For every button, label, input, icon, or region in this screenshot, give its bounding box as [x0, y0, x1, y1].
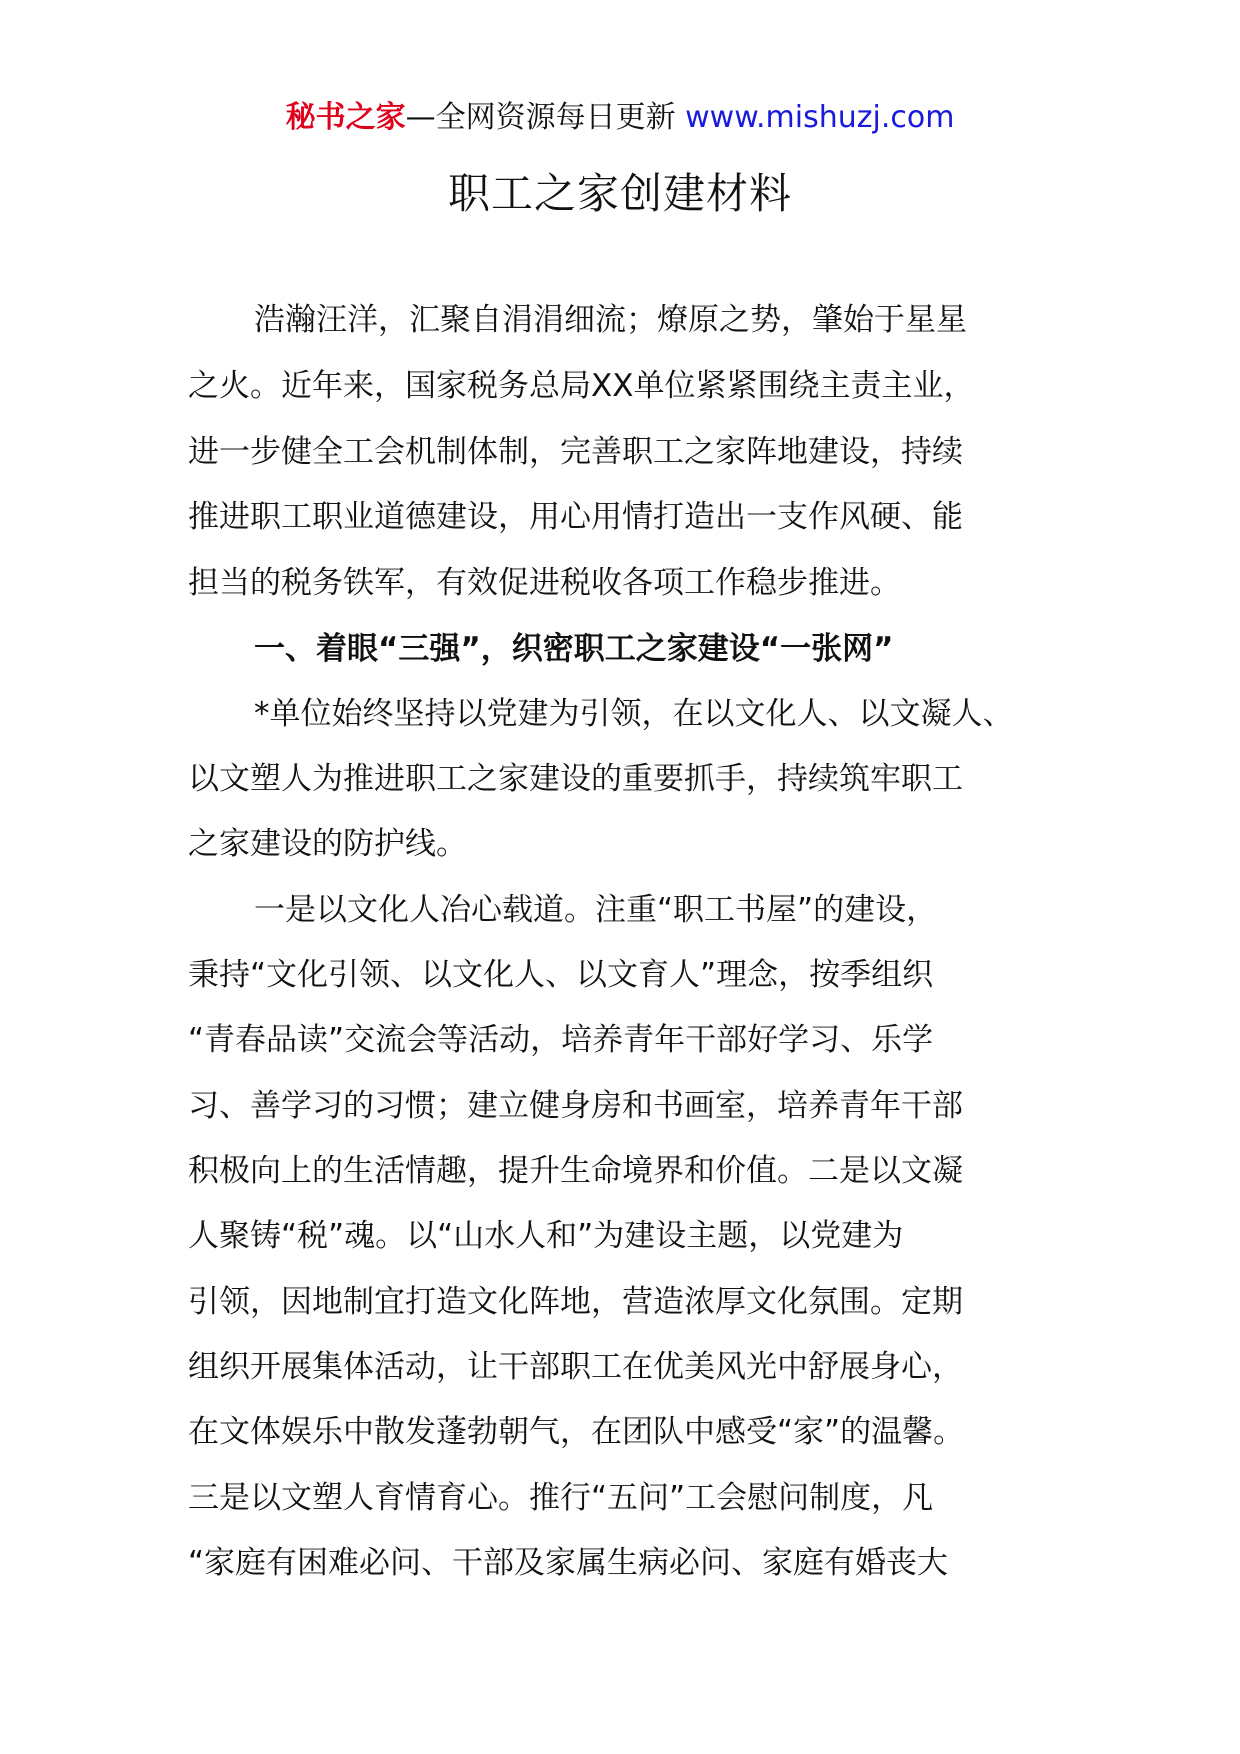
body-line: 之家建设的防护线。	[188, 826, 467, 862]
body-line: 积极向上的生活情趣，提升生命境界和价值。二是以文凝	[188, 1153, 963, 1189]
site-url-link[interactable]: www.mishuzj.com	[685, 100, 955, 135]
body-line: *单位始终坚持以党建为引领，在以文化人、以文凝人、	[254, 696, 1014, 732]
body-line: 担当的税务铁军，有效促进税收各项工作稳步推进。	[188, 565, 901, 601]
body-line: 三是以文塑人育情育心。推行“五问”工会慰问制度，凡	[188, 1480, 934, 1516]
document-title: 职工之家创建材料	[447, 169, 792, 218]
section-heading: 一、着眼“三强”，织密职工之家建设“一张网”	[254, 631, 894, 667]
body-line: 引领，因地制宜打造文化阵地，营造浓厚文化氛围。定期	[188, 1284, 963, 1320]
body-line: 人聚铸“税”魂。以“山水人和”为建设主题，以党建为	[188, 1218, 904, 1254]
body-line: “青春品读”交流会等活动，培养青年干部好学习、乐学	[188, 1022, 934, 1058]
body-line: 以文塑人为推进职工之家建设的重要抓手，持续筑牢职工	[188, 761, 963, 797]
body-line: “家庭有困难必问、干部及家属生病必问、家庭有婚丧大	[188, 1545, 949, 1581]
body-line: 习、善学习的习惯；建立健身房和书画室，培养青年干部	[188, 1088, 963, 1124]
brand-name: 秘书之家	[285, 100, 406, 135]
body-line: 一是以文化人冶心载道。注重“职工书屋”的建设，	[254, 892, 938, 928]
banner-tagline: —全网资源每日更新	[405, 100, 676, 135]
body-line: 组织开展集体活动，让干部职工在优美风光中舒展身心，	[188, 1349, 963, 1385]
body-line: 进一步健全工会机制体制，完善职工之家阵地建设，持续	[188, 434, 963, 470]
body-line: 在文体娱乐中散发蓬勃朝气，在团队中感受“家”的温馨。	[188, 1414, 965, 1450]
site-banner	[0, 98, 1240, 138]
body-line: 浩瀚汪洋，汇聚自涓涓细流；燎原之势，肇始于星星	[254, 302, 967, 338]
body-line: 秉持“文化引领、以文化人、以文育人”理念，按季组织	[188, 957, 934, 993]
body-line: 推进职工职业道德建设，用心用情打造出一支作风硬、能	[188, 499, 963, 535]
body-line: 之火。近年来，国家税务总局XX单位紧紧围绕主责主业，	[188, 368, 975, 404]
